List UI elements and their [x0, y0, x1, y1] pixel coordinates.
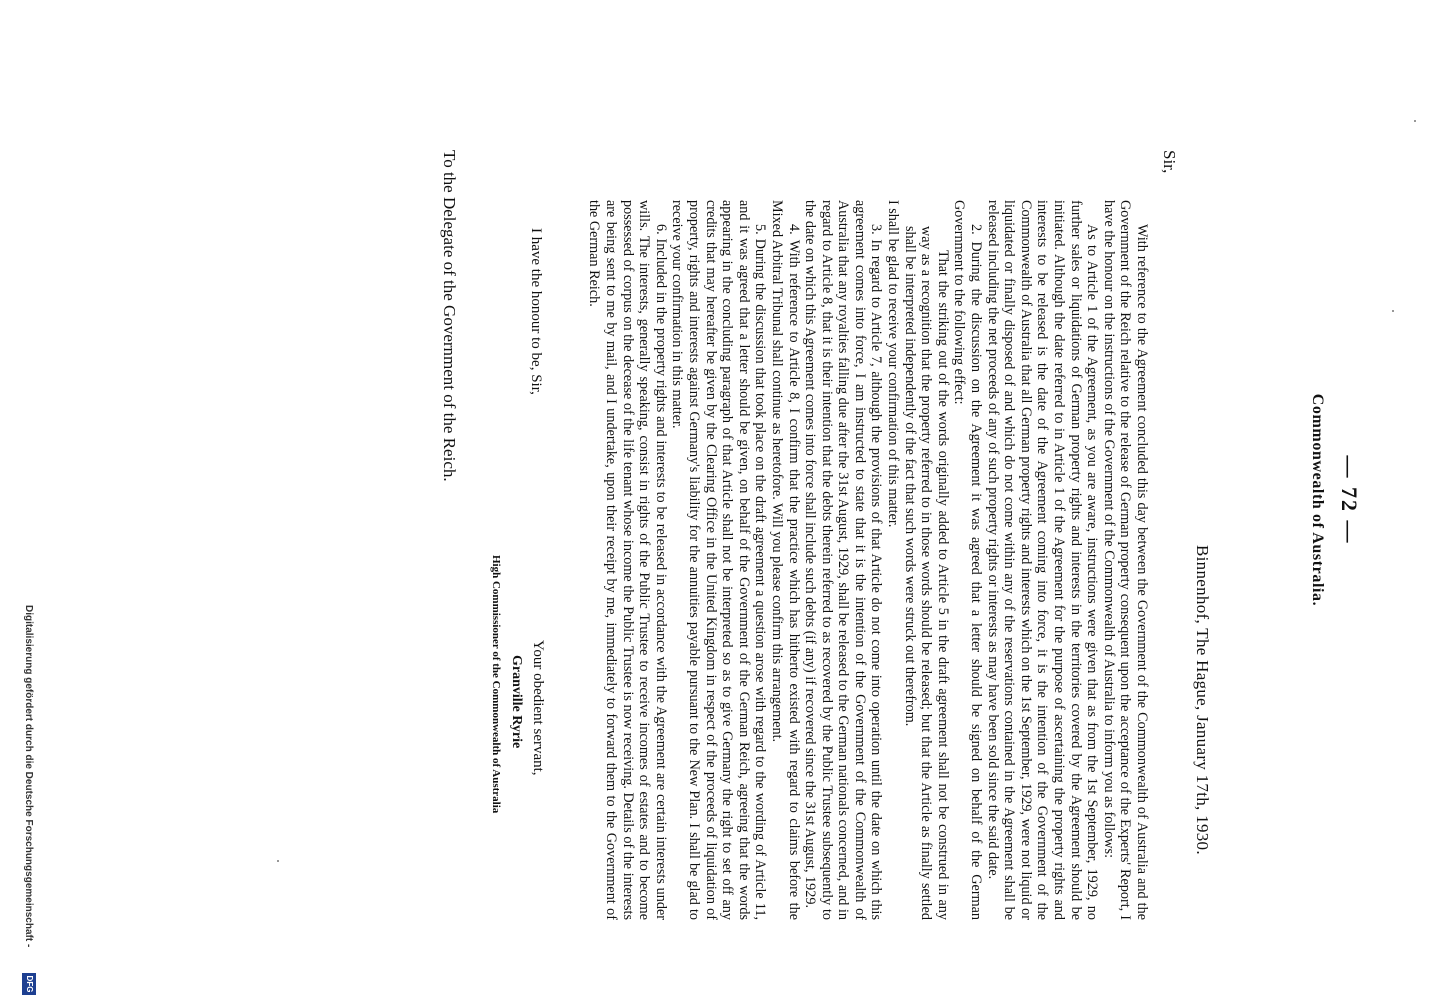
scan-speck — [277, 860, 279, 862]
signature-title: High Commissioner of the Commonwealth of Australia — [490, 555, 502, 814]
digitization-credit: Digitalisierung gefördert durch die Deutsche Forschungsgemeinschaft - — [23, 605, 34, 948]
scan-speck — [1392, 310, 1394, 312]
closing-phrase: Your obedient servant, — [530, 640, 546, 776]
paragraph-3: 3. In regard to Article 7, although the provisions of that Article do not come into operation until the date on which this agreement comes into force, I am instructed to state that it is the intention of the Government of the Commonwealth of Australia that any royalties falling due after the 31st August, 1929, shall be released to the German nationals concerned, and in regard to Article 8, that it is their intention that the debts therein referred to as recovered by the Public Trustee subsequently to the date on which this Agreement comes into force shall include such debts (if any) if recovered since the 31st August, 1929. — [802, 200, 885, 920]
paragraph-6: 6. Included in the property rights and interests to be released in accordance with the Agreement are certain interests under wills. The interests, generally speaking, consist in rights of the Public Trustee to receive incomes of estates and to become possessed of corpus on the decease of the life tenant whose income the Public Trustee is now receiving. Details of the interests are being sent to me by mail, and I undertake, upon their receipt by me, immediately to forward them to the Government of the German Reich. — [586, 200, 669, 920]
page-number: — 72 — — [1337, 455, 1362, 545]
paragraph-intro: With reference to the Agreement concluded this day between the Government of the Commonwealth of Australia and the Government of the Reich relative to the release of German property consequent upon the acceptance of the Experts' Report, I have the honour on the instructions of the Government of the Commonwealth of Australia to inform you as follows: — [1100, 200, 1150, 920]
addressee: To the Delegate of the Government of the Reich. — [440, 150, 459, 482]
confirmation-request: I shall be glad to receive your confirmation of this matter. — [885, 200, 902, 528]
closing-line: I have the honour to be, Sir, — [528, 228, 544, 395]
paragraph-2: 2. During the discussion on the Agreement it was agreed that a letter should be signed on behalf of the German Government to the following effect: — [951, 200, 985, 920]
letter-body — [586, 200, 1150, 920]
place-and-date: Binnenhof, The Hague, January 17th, 1930. — [1193, 545, 1212, 855]
signature-name: Granville Ryrie — [509, 655, 524, 749]
paragraph-article-1: As to Article 1 of the Agreement, as you are aware, instructions were given that as from the 1st September, 1929, no further sales or liquidations of German property rights and interests in the territories covered by the Agreement should be initiated. Although the date referred to in Article 1 of the Agreement for the purpose of ascertaining the property rights and interests to be released is the date of the Agreement coming into force, it is the intention of the Government of the Commonwealth of Australia that all German property rights and interests which on the 1st September, 1929, were not liquid or liquidated or finally disposed of and which do not come within any of the reservations contained in the Agreement shall be released including the net proceeds of any of such property rights or interests as may have been sold since the said date. — [984, 200, 1101, 920]
scan-speck — [1414, 120, 1416, 122]
quoted-paragraph: That the striking out of the words originally added to Article 5 in the draft agreement shall not be construed in any way as a recognition that the property referred to in those words should be released; but that the Article as finally settled shall be interpreted independently of the fact that such words were struck out therefrom. — [901, 226, 951, 920]
paragraph-5: 5. During the discussion that took place on the draft agreement a question arose with regard to the wording of Article 11, and it was agreed that a letter should be given, on behalf of the Government of the German Reich, agreeing that the words appearing in the concluding paragraph of that Article shall not be interpreted so as to give Germany the right to set off any credits that may hereafter be given by the Clearing Office in the United Kingdom in respect of the proceeds of liquidation of property, rights and interests against Germany's liability for the annuities payable pursuant to the New Plan. I shall be glad to receive your confirmation in this matter. — [669, 200, 769, 920]
country-heading: Commonwealth of Australia. — [1309, 393, 1326, 607]
paragraph-4: 4. With reference to Article 8, I confirm that the practice which has hitherto existed with regard to claims before the Mixed Arbitral Tribunal shall continue as heretofore. Will you please confirm this arrangement. — [768, 200, 802, 920]
dfg-logo: DFG — [22, 973, 36, 995]
salutation: Sir, — [1160, 150, 1179, 174]
